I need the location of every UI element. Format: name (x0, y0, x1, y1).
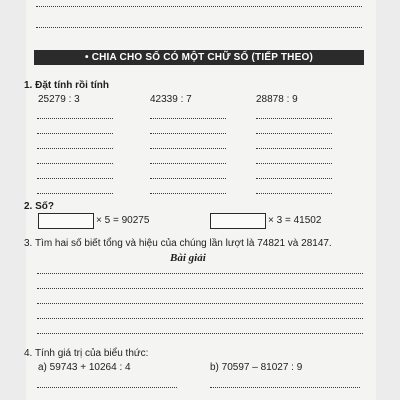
section-title: • CHIA CHO SỐ CÓ MỘT CHỮ SỐ (TIẾP THEO) (34, 50, 364, 65)
answer-line (150, 178, 226, 179)
division-problem: 25279 : 3 (38, 94, 80, 105)
answer-line (37, 387, 177, 388)
answer-line (37, 178, 113, 179)
division-problem: 28878 : 9 (256, 94, 298, 105)
answer-line (256, 133, 332, 134)
solution-heading: Bài giải (170, 252, 206, 264)
answer-line (150, 118, 226, 119)
answer-line (256, 118, 332, 119)
equation-2: × 3 = 41502 (268, 215, 322, 226)
exercise-1-prompt: 1. Đặt tính rồi tính (24, 80, 109, 91)
answer-line (150, 148, 226, 149)
answer-line (256, 193, 332, 194)
answer-line (36, 6, 362, 7)
answer-line (37, 148, 113, 149)
answer-line (256, 148, 332, 149)
equation-1: × 5 = 90275 (96, 215, 150, 226)
answer-line (37, 163, 113, 164)
exercise-3-prompt: 3. Tìm hai số biết tổng và hiệu của chúng lần lượt là 74821 và 28147. (24, 238, 332, 249)
exercise-2-prompt: 2. Số? (24, 201, 55, 212)
answer-line (256, 178, 332, 179)
answer-line (37, 288, 363, 289)
answer-line (210, 387, 360, 388)
answer-line (37, 273, 363, 274)
answer-line (37, 318, 363, 319)
answer-line (37, 118, 113, 119)
answer-line (150, 193, 226, 194)
answer-line (150, 163, 226, 164)
answer-line (37, 333, 363, 334)
answer-line (37, 133, 113, 134)
answer-line (36, 27, 362, 28)
answer-box-2[interactable] (210, 213, 266, 229)
answer-line (256, 163, 332, 164)
answer-line (37, 303, 363, 304)
division-problem: 42339 : 7 (150, 94, 192, 105)
exercise-4-prompt: 4. Tính giá trị của biểu thức: (24, 348, 149, 359)
expression-a: a) 59743 + 10264 : 4 (38, 362, 131, 373)
expression-b: b) 70597 – 81027 : 9 (210, 362, 303, 373)
answer-line (37, 193, 113, 194)
answer-line (150, 133, 226, 134)
answer-box-1[interactable] (38, 213, 94, 229)
